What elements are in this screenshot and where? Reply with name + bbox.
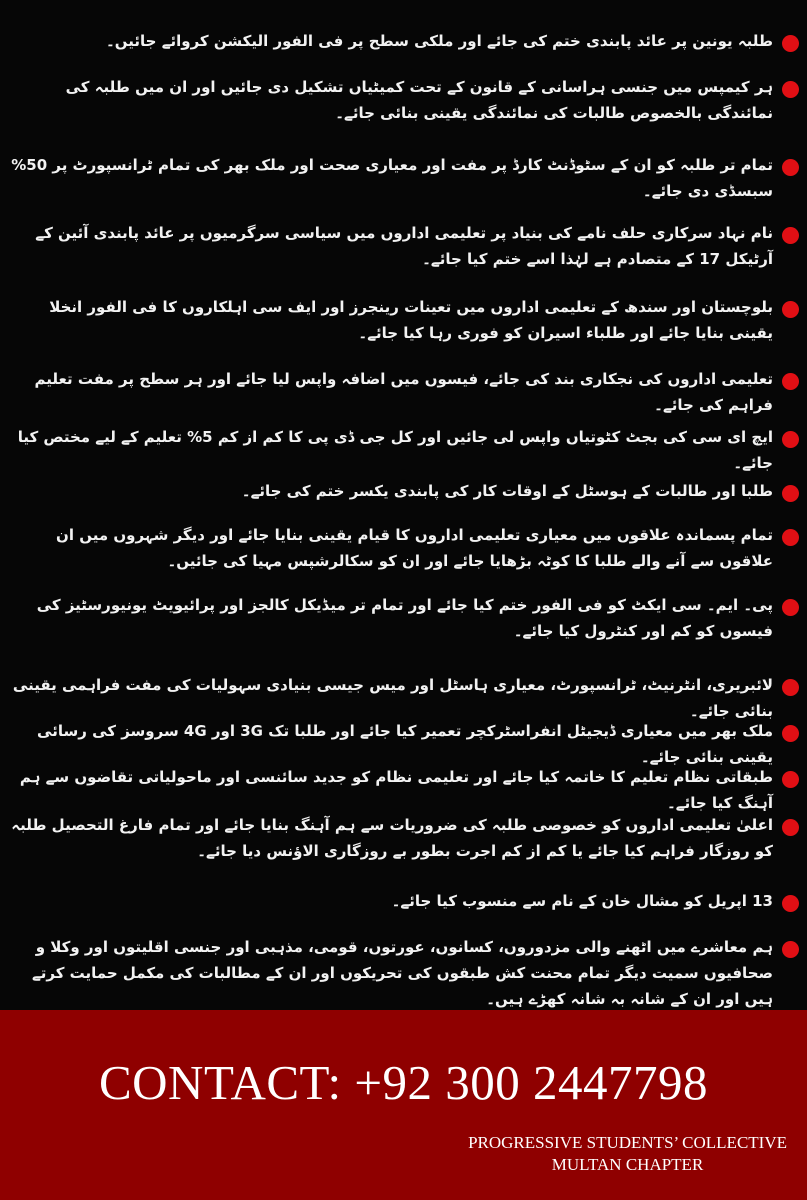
demand-text: لائبریری، انٹرنیٹ، ٹرانسپورٹ، معیاری ہاسٹل اور میس جیسی بنیادی سہولیات کی مفت فراہمی یقینی بنائی جائے۔	[12, 676, 773, 720]
bullet-icon	[782, 159, 799, 176]
bullet-icon	[782, 895, 799, 912]
demand-text: بلوچستان اور سندھ کے تعلیمی اداروں میں تعینات رینجرز اور ایف سی اہلکاروں کا فی الفور انخلا یقینی بنایا جائے اور طلباء اسیران کو فوری رہا کیا جائے۔	[49, 298, 773, 342]
demand-text: اعلیٰ تعلیمی اداروں کو خصوصی طلبہ کی ضروریات سے ہم آہنگ بنایا جائے اور تمام فارغ التحصیل طلبہ کو روزگار فراہم کیا جائے یا کم از کم اجرت بطور بے روزگاری الاؤنس دیا جائے۔	[11, 816, 773, 860]
bullet-icon	[782, 941, 799, 958]
demand-text: تمام تر طلبہ کو ان کے سٹوڈنٹ کارڈ پر مفت اور معیاری صحت اور ملک بھر کی تمام ٹرانسپورٹ پر 50% سبسڈی دی جائے۔	[11, 156, 773, 200]
demand-text: نام نہاد سرکاری حلف نامے کی بنیاد پر تعلیمی اداروں میں سیاسی سرگرمیوں پر عائد پابندی آئین کے آرٹیکل 17 کے متصادم ہے لہٰذا اسے ختم کیا جائے۔	[35, 224, 773, 268]
demand-text: 13 اپریل کو مشال خان کے نام سے منسوب کیا جائے۔	[391, 892, 773, 910]
demand-text: طبقاتی نظام تعلیم کا خاتمہ کیا جائے اور تعلیمی نظام کو جدید سائنسی اور ماحولیاتی تقاضوں سے ہم آہنگ کیا جائے۔	[19, 768, 773, 812]
bullet-icon	[782, 485, 799, 502]
bullet-icon	[782, 679, 799, 696]
demand-text: طلبہ یونین پر عائد پابندی ختم کی جائے اور ملکی سطح پر فی الفور الیکشن کروائے جائیں۔	[105, 32, 773, 50]
bullet-icon	[782, 35, 799, 52]
bullet-icon	[782, 529, 799, 546]
bullet-icon	[782, 227, 799, 244]
demand-text: تعلیمی اداروں کی نجکاری بند کی جائے، فیسوں میں اضافہ واپس لیا جائے اور ہر سطح پر مفت تعلیم فراہم کی جائے۔	[34, 370, 773, 414]
bullet-icon	[782, 725, 799, 742]
demand-text: تمام پسماندہ علاقوں میں معیاری تعلیمی اداروں کا قیام یقینی بنایا جائے اور دیگر شہروں میں ان علاقوں سے آنے والے طلبا کا کوٹہ بڑھایا جائے اور ان کو سکالرشپس مہیا کی جائیں۔	[56, 526, 773, 570]
bullet-icon	[782, 431, 799, 448]
organization-line-1: PROGRESSIVE STUDENTS’ COLLECTIVE	[468, 1133, 787, 1152]
bullet-icon	[782, 771, 799, 788]
demand-text: ہم معاشرے میں اٹھنے والی مزدوروں، کسانوں، عورتوں، قومی، مذہبی اور جنسی اقلیتوں اور وکلا و صحافیوں سمیت دیگر تمام محنت کش طبقوں کی تحریکوں اور ان کے مطالبات کی مکمل حمایت کرتے ہیں اور ان کے شانہ بہ شانہ کھڑے ہیں۔	[31, 938, 773, 1008]
bullet-icon	[782, 81, 799, 98]
bullet-icon	[782, 301, 799, 318]
bullet-icon	[782, 373, 799, 390]
organization-name	[468, 1132, 787, 1176]
contact-phone: CONTACT: +92 300 2447798	[98, 1055, 709, 1110]
demand-text: پی۔ ایم۔ سی ایکٹ کو فی الفور ختم کیا جائے اور تمام تر میڈیکل کالجز اور پرائیویٹ یونیورسٹیز کی فیسوں کو کم اور کنٹرول کیا جائے۔	[36, 596, 773, 640]
demand-text: ایچ ای سی کی بجٹ کٹوتیاں واپس لی جائیں اور کل جی ڈی پی کا کم از کم 5% تعلیم کے لیے مختص کیا جائے۔	[17, 428, 773, 472]
contact-banner	[0, 1010, 807, 1200]
demand-text: ہر کیمپس میں جنسی ہراسانی کے قانون کے تحت کمیٹیاں تشکیل دی جائیں اور ان میں طلبہ کی نمائندگی بالخصوص طالبات کی نمائندگی یقینی بنائی جائے۔	[65, 78, 773, 122]
bullet-icon	[782, 599, 799, 616]
bullet-icon	[782, 819, 799, 836]
demand-text: طلبا اور طالبات کے ہوسٹل کے اوقات کار کی پابندی یکسر ختم کی جائے۔	[241, 482, 773, 500]
demand-text: ملک بھر میں معیاری ڈیجیٹل انفراسٹرکچر تعمیر کیا جائے اور طلبا تک 3G اور 4G سروسز کی رسائی یقینی بنائی جائے۔	[37, 722, 773, 766]
organization-line-2: MULTAN CHAPTER	[551, 1155, 704, 1174]
